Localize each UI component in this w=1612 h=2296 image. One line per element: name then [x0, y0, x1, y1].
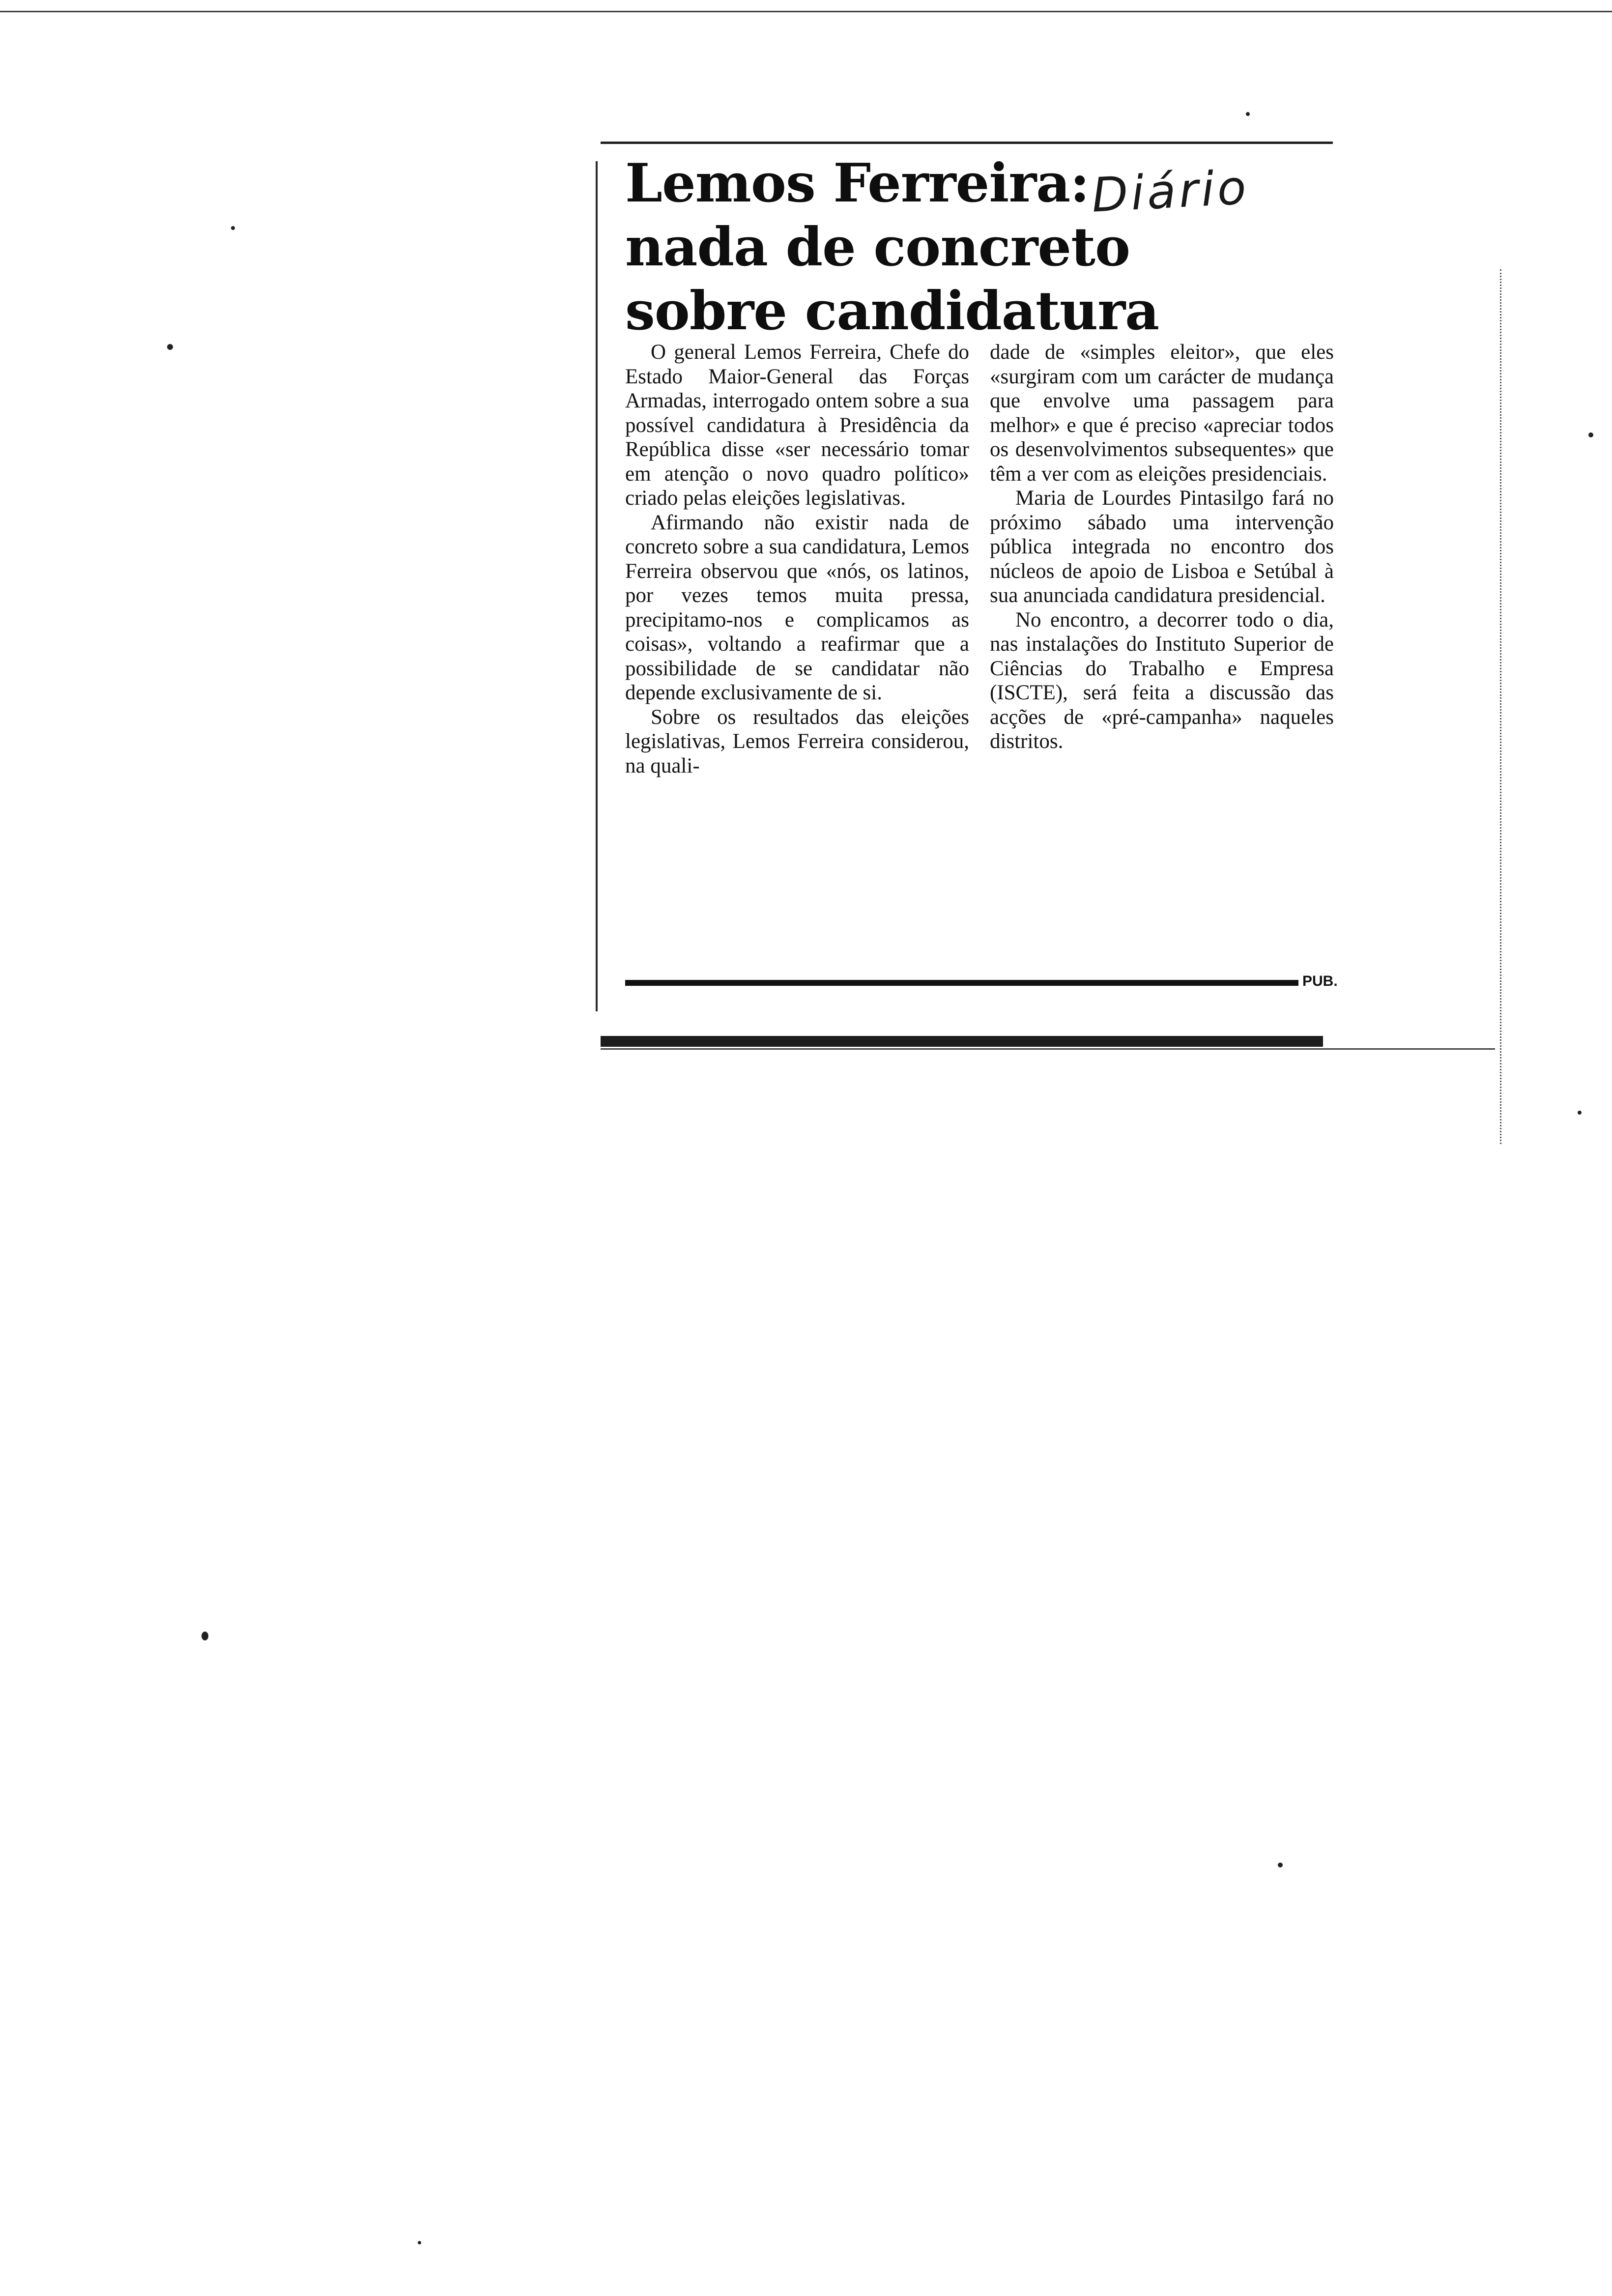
pub-divider-bar: [625, 980, 1298, 986]
clipping-bottom-bar: [601, 1036, 1323, 1047]
handwritten-note: Diário: [1090, 159, 1251, 223]
pub-label: PUB.: [1302, 973, 1338, 989]
page-top-rule: [0, 11, 1612, 12]
paragraph: Sobre os resultados das eleições legislativas, Lemos Ferreira considerou, na quali-: [625, 705, 969, 777]
article-column-2: [990, 340, 1334, 754]
headline-line-2: nada de concreto: [625, 216, 1130, 278]
scan-speck: [418, 2241, 421, 2244]
paragraph: Afirmando não existir nada de concreto sobre a sua candidatura, Lemos Ferreira observou que «nós, os latinos, por vezes temos muita pressa, precipitamo-nos e complicamos as coisas», voltando a reafirmar que a possibilidade de se candidatar não depende exclusivamente de si.: [625, 511, 969, 704]
paragraph: Maria de Lourdes Pintasilgo fará no próximo sábado uma intervenção pública integrada no encontro dos núcleos de apoio de Lisboa e Setúbal à sua anunciada candidatura presidencial.: [990, 487, 1334, 607]
paragraph: O general Lemos Ferreira, Chefe do Estado Maior-General das Forças Armadas, interrogado ontem sobre a sua possível candidatura à Presidência da República disse «ser necessário tomar em atenção o novo quadro político» criado pelas eleições legislativas.: [625, 341, 969, 510]
clipping-bottom-line: [601, 1048, 1495, 1050]
clipping-left-edge: [596, 161, 598, 1011]
scan-speck: [1246, 112, 1250, 116]
newspaper-clipping: [601, 142, 1338, 1051]
article-column-1: [625, 340, 969, 778]
paragraph: dade de «simples eleitor», que eles «surgiram com um carácter de mudança que envolve uma passagem para melhor» e que é preciso «apreciar todos os desenvolvimentos subsequentes» que têm a ver com as eleições presidenciais.: [990, 341, 1334, 486]
scan-speck: [167, 344, 173, 350]
paragraph: No encontro, a decorrer todo o dia, nas instalações do Instituto Superior de Ciências do Trabalho e Empresa (ISCTE), será feita a discussão das acções de «pré-campanha» naqueles distritos.: [990, 608, 1334, 753]
scan-speck: [1578, 1111, 1582, 1115]
scan-speck: [1588, 432, 1593, 437]
scan-speck: [1278, 1863, 1283, 1867]
scan-speck: [202, 1632, 208, 1640]
headline-line-1: Lemos Ferreira:: [625, 152, 1090, 214]
clipping-top-rule: [601, 142, 1333, 144]
clipping-right-edge: [1500, 269, 1503, 1144]
scan-speck: [231, 226, 235, 230]
headline-line-3: sobre candidatura: [625, 280, 1159, 342]
